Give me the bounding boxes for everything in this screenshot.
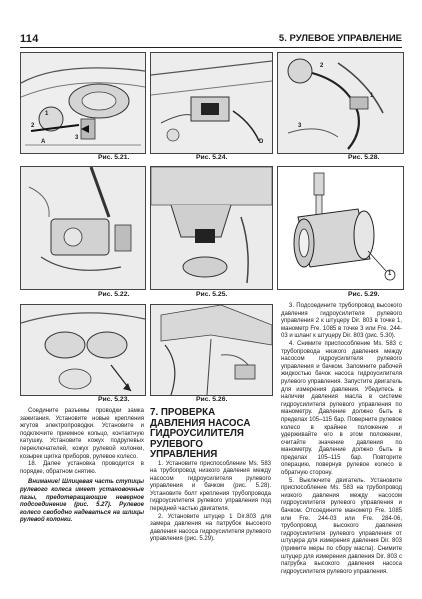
figure-5-25-illustration [151, 167, 272, 289]
figure-5-26 [150, 304, 273, 396]
figure-5-28-label-1: 1 [370, 93, 374, 99]
figure-5-22-caption: Рис. 5.22. [98, 291, 130, 298]
left-paragraph-2: 18. Далее установка проводится в порядке, обратном снятию. [20, 461, 144, 475]
figure-5-29-illustration [278, 167, 403, 289]
text-column-middle [150, 408, 271, 544]
figure-5-24-label-d: D [259, 139, 264, 145]
figure-5-26-illustration [151, 305, 272, 395]
figure-5-21-caption: Рис. 5.21. [98, 154, 130, 161]
right-paragraph-3: 5. Выключите двигатель. Установите приспособление Ms. 583 на трубопровод низкого давления между насосом гидроусилителя рулевого управления и бачком. Отсоедините манометр Fre. 1085 или Fre. 244-03 или Fre. 284-06, трубопровод высокого давления гидроусилителя рулевого управления от штуцера для измерения давления Dir. 803 (примите меры по сбору масла). Снимите штуцер для измерения давления Dir. 803 с патрубка высокого давления насоса гидроусилителя рулевого управления. [281, 477, 402, 575]
text-column-left [20, 408, 144, 525]
figure-5-21-label-3: 3 [75, 135, 79, 141]
figure-5-25-caption: Рис. 5.25. [196, 291, 228, 298]
figure-5-28-caption: Рис. 5.28. [348, 154, 380, 161]
middle-paragraph-1: 1. Установите приспособление Ms. 583 на трубопровод низкого давления между насосом гидроусилителя рулевого управления и бачком (рис. 5.28). Установите болт крепления трубопровода гидроусилителя рулевого управления под передней частью двигателя. [150, 460, 271, 513]
page-header [20, 30, 402, 48]
figure-5-28-illustration [278, 53, 403, 153]
right-paragraph-1: 3. Подсоедините трубопровод высокого давления гидроусилителя рулевого управления 2 к штуцеру Dir. 803 в точке 1, манометр Fre. 1085 в точке 3 или Fre. 244-03 и шланг к штуцеру Dir. 803 (рис. 5.30). [281, 303, 402, 340]
text-column-right [281, 303, 402, 576]
figure-5-28-label-3: 3 [298, 123, 302, 129]
figure-5-24-caption: Рис. 5.24. [196, 154, 228, 161]
figure-5-21-label-a: А [41, 139, 46, 145]
figure-5-21 [20, 52, 146, 154]
figure-5-24-illustration [151, 53, 272, 153]
figure-5-29-caption: Рис. 5.29. [348, 291, 380, 298]
figure-5-22 [20, 166, 146, 290]
figure-5-28-label-2: 2 [320, 63, 324, 69]
left-paragraph-1: Соедините разъемы проводки замка зажигания. Установите новые крепления жгутов электропроводки. Установите и подключите приемное кольцо, контактную катушку. Установите кожух подрулевых переключателей, кожух рулевой колонки, козырек щитка приборов, рулевое колесо. [20, 408, 144, 460]
figure-5-23 [20, 304, 146, 396]
figure-5-23-caption: Рис. 5.23. [98, 396, 130, 403]
figure-5-26-caption: Рис. 5.26. [196, 396, 228, 403]
warning-note: Внимание! Шлицевая часть ступицы рулевого колеса имеет установочные пазы, предотвращающие неверное подсоединение (рис. 5.27). Рулевое колесо свободно надеваться на шлицы рулевой колонки. [20, 479, 144, 524]
figure-5-22-illustration [21, 167, 145, 289]
page-number: 114 [20, 33, 39, 45]
figure-5-29-label-1: 1 [388, 271, 392, 277]
figure-5-25 [150, 166, 273, 290]
right-paragraph-2: 4. Снимите приспособление Ms. 583 с трубопровода низкого давления между насосом гидроусилителя рулевого управления и бачком. Запомните рабочей жидкостью бачок насоса гидроусилителя рулевого управления. Запустите двигатель для измерения давления. Убедитесь в наличии давления масла в системе гидроусилителя рулевого управления по манометру. Давление должно быть в пределах 105–115 бар. Поверните рулевое колесо в крайнее положение и удерживайте его в этом положении, считайте значение давления по манометру. Давление должно быть в пределах 105–115 бар. Повторите операцию, повернув рулевое колесо в обратную сторону. [281, 340, 402, 477]
figure-5-21-label-1: 1 [45, 111, 49, 117]
section-heading: 7. ПРОВЕРКА ДАВЛЕНИЯ НАСОСА ГИДРОУСИЛИТЕЛЯ РУЛЕВОГО УПРАВЛЕНИЯ [150, 407, 251, 460]
middle-paragraph-2: 2. Установите штуцер 1 Dir.803 для замера давления на патрубок высокого давления насоса гидроусилителя рулевого управления (рис. 5.29). [150, 513, 271, 543]
section-title: 5. РУЛЕВОЕ УПРАВЛЕНИЕ [278, 33, 402, 44]
figure-5-23-illustration [21, 305, 145, 395]
figure-5-24 [150, 52, 273, 154]
header-rule [20, 47, 402, 48]
figure-5-21-label-2: 2 [31, 123, 35, 129]
figure-5-29 [277, 166, 404, 290]
figure-5-28 [277, 52, 404, 154]
figure-5-21-illustration [21, 53, 145, 153]
